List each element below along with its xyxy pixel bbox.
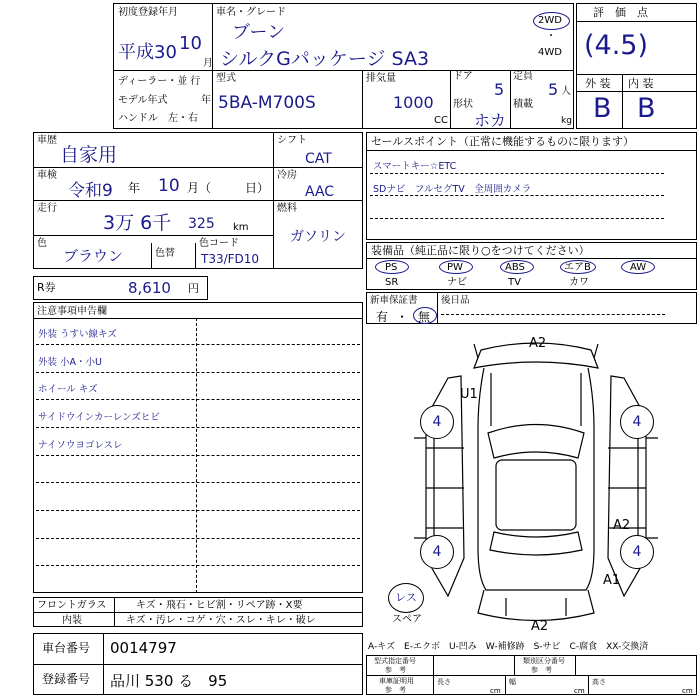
first-reg-year: 10 [179,33,202,54]
dealer-label: ディーラー・並 行 [118,76,201,87]
displacement-label: 排気量 [366,73,396,84]
model-year-label: モデル年式 [118,95,168,106]
damage-a2-right: A2 [613,518,631,533]
reference-1: 参 考 [385,666,406,674]
grade: シルクGパッケージ SA3 [220,48,430,70]
damage-a1-right: A1 [603,573,621,588]
ac-value: AAC [305,184,335,200]
category-number-label: 類別区分番号 [523,657,565,665]
capacity-unit: 人 [561,86,571,97]
after-items-label: 後日品 [441,295,470,306]
fuel-value: ガソリン [290,229,346,245]
sales-line-2: SDナビ フルセグTV 全周囲カメラ [373,184,532,195]
shift-label: シフト [277,135,307,146]
type-value: 5BA-M700S [218,93,316,113]
note-line-4: サイドウインカーレンズヒビ [38,412,160,423]
chassis-value: 0014797 [110,639,177,657]
drive-dot: ・ [546,31,556,42]
tire-front-left: 4 [420,405,454,439]
equip-aw: AW [630,262,647,273]
history-label: 車歴 [37,135,57,146]
note-line-5: ナイソウヨゴレスレ [38,440,123,451]
color-label: 色 [37,238,47,249]
equip-pw: PW [447,262,463,273]
type-label: 型式 [216,73,236,84]
first-reg-label: 初度登録年月 [118,7,178,18]
drive-4wd: 4WD [538,47,562,58]
cc-unit: CC [434,115,448,126]
damage-front-top: A2 [529,336,547,351]
color-value: ブラウン [63,247,124,265]
reference-2: 参 考 [531,666,552,674]
sales-line-1: スマートキー☆ETC [373,161,457,172]
width-label: 幅 [509,678,516,686]
interior-cond-label: 内装 [62,615,82,626]
recycle-value: 8,610 [128,279,171,297]
type-designation-label: 型式指定番号 [374,657,416,665]
height-label: 高さ [592,678,606,686]
kg-unit: kg [561,116,572,126]
rating-value: (4.5) [584,30,649,61]
equipment-title: 装備品（純正品に限り○をつけてください） [371,244,590,257]
length-cm: cm [490,687,501,695]
year-unit: 年 [201,95,211,106]
front-glass-value: キズ・飛石・ヒビ割・リペア跡・X要 [136,600,303,611]
history-value: 自家用 [60,144,118,166]
warranty-no: 無 [418,310,431,324]
door-label: ドア [453,71,473,82]
note-line-3: ホイール キズ [38,384,98,395]
tire-front-right: 4 [620,405,654,439]
equip-abs: ABS [505,262,525,273]
recycle-unit: 円 [188,282,199,295]
width-cm: cm [574,687,585,695]
inspection-label: 車検 [37,170,57,181]
spare-label: スペア [392,614,422,625]
recycle-label: R券 [37,281,56,294]
length-label: 長さ [437,678,451,686]
note-line-2: 外装 小A・小U [38,357,102,368]
capacity-value: 5 [548,80,559,99]
height-cm: cm [682,687,693,695]
damage-legend: A-キズ E-エクボ U-凹み W-補修跡 S-サビ C-腐食 XX-交換済 [368,642,649,652]
drive-2wd: 2WD [538,15,562,26]
equip-ps: PS [385,262,398,273]
notes-title: 注意事項申告欄 [37,306,107,317]
interior-value: B [637,93,656,124]
inspection-year-unit: 年 [128,181,141,195]
load-label: 積載 [513,99,533,110]
rating-label: 評 価 点 [593,6,648,19]
registration-label: 登録番号 [42,672,91,686]
tire-rear-right: 4 [620,535,654,569]
front-glass-label: フロントガラス [37,600,107,611]
damage-u1: U1 [460,387,478,402]
recycle-box [33,276,208,300]
interior-cond-value: キズ・汚レ・コゲ・穴・スレ・キレ・破レ [126,615,316,626]
reference-3: 参 考 [385,686,406,694]
ac-label: 冷房 [277,170,297,181]
car-name: ブーン [232,22,286,43]
mileage-value: 3万 6千 [103,212,172,234]
shape-label: 形状 [453,99,473,110]
damage-rear-bottom: A2 [531,619,549,634]
interior-label: 内 装 [628,77,654,90]
mileage-sub: 325 [188,216,215,232]
displacement-value: 1000 [393,93,434,112]
exterior-value: B [593,93,612,124]
note-line-1: 外装 うすい線キズ [38,329,117,340]
equip-airbag: エアB [564,262,591,273]
fuel-label: 燃料 [277,203,297,214]
capacity-label: 定員 [513,71,533,82]
inspection-month: 10 [158,176,180,196]
chassis-label: 車台番号 [42,641,91,655]
equip-sr: SR [385,277,399,288]
shape-value: ホカ [474,111,507,130]
repaint-label: 色替 [155,248,175,259]
first-reg-era: 平成30 [118,42,177,63]
sales-title: セールスポイント（正常に機能するものに限ります） [371,135,635,148]
exterior-label: 外 装 [585,77,611,90]
registration-value: 品川 530 る 95 [110,672,228,690]
door-value: 5 [494,80,505,99]
tire-rear-left: 4 [420,535,454,569]
km-unit: km [233,222,249,233]
equip-navi: ナビ [447,277,467,288]
spare-tire: レス [388,583,424,613]
inspection-month-unit: 月（ [187,181,212,195]
mileage-label: 走行 [37,203,57,214]
color-code-label: 色コード [199,238,239,249]
inspection-day-unit: 日） [245,181,270,195]
shift-value: CAT [305,151,332,167]
model-name-label: 車名・グレード [216,7,286,18]
equip-tv: TV [508,277,521,288]
color-code-value: T33/FD10 [201,252,260,266]
inspection-era: 令和9 [68,181,113,201]
warranty-dot: ・ [396,310,409,324]
first-reg-month-unit: 月 [203,58,213,69]
handle-label: ハンドル 左・右 [118,113,198,124]
equip-leather: カワ [569,277,589,288]
new-car-warranty-label: 新車保証書 [370,295,418,306]
warranty-yes: 有 [376,310,389,324]
cert-label: 車庫証明用 [379,677,414,685]
